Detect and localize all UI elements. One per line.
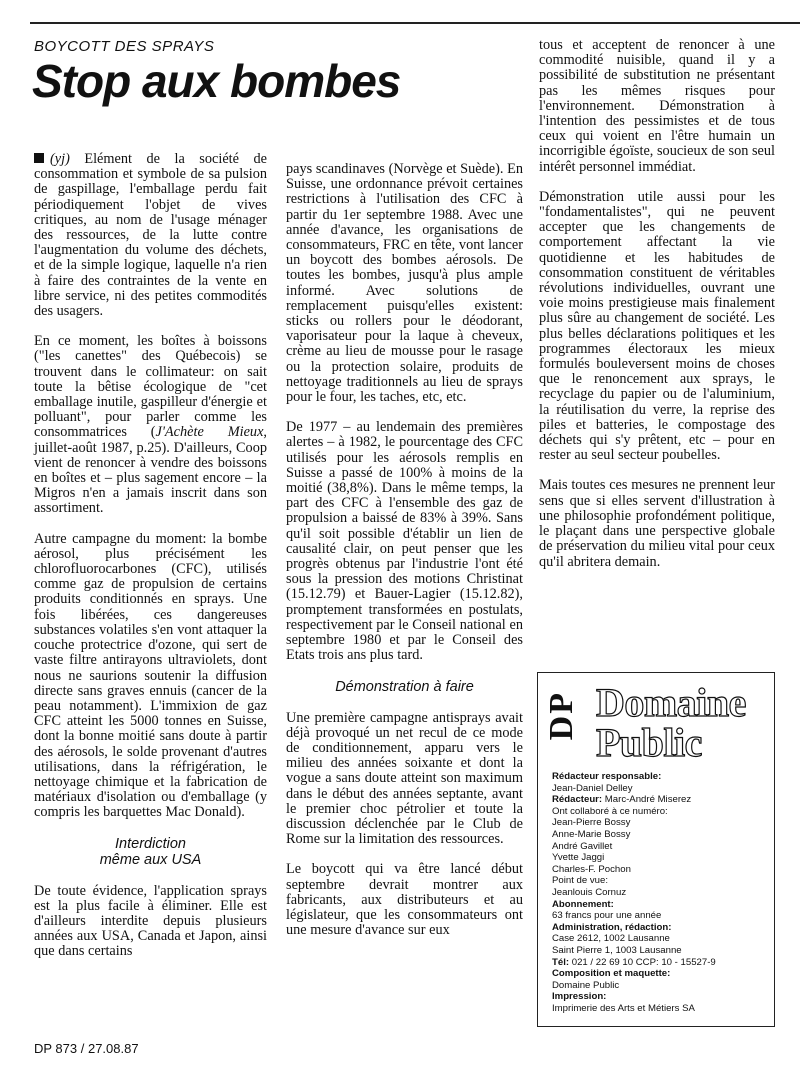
subheading-demonstration: Démonstration à faire <box>335 678 474 695</box>
top-rule <box>30 22 800 24</box>
credit-label: Composition et maquette: <box>552 968 671 980</box>
credit-line <box>552 783 770 795</box>
article-column-3 <box>539 38 775 585</box>
credit-line <box>552 841 770 853</box>
source-title: J'Achète Mieux <box>155 424 264 441</box>
article-column-2 <box>286 162 523 953</box>
paragraph: tous et acceptent de renoncer à une commodité nuisible, quand il y a possibilité de substitution ne présentant pas les mêmes risques pour l'environnement. Démonstration à l'intention des pessimistes et de tous ceux qui voient en l'être humain un incorrigible égoïste, soucieux de son seul intérêt personnel immédiat. <box>539 37 775 175</box>
credit-line <box>552 899 770 911</box>
article-kicker: BOYCOTT DES SPRAYS <box>34 38 215 55</box>
credit-line <box>552 794 770 806</box>
credits-list <box>552 771 770 1014</box>
credit-label: Rédacteur: <box>552 794 603 806</box>
paragraph: De 1977 – au lendemain des premières alertes – à 1982, le pourcentage des CFC utilisés pour les aérosols remplis en Suisse a passé de 100% à moins de la moitié (38,8%). Dans le même temps, la part des CFC à l'ensemble des gaz de propulsion a baissé de 83% à 39%. Sans qu'il soit possible d'établir un lien de causalité clair, on peut penser que les progrès obtenus par l'industrie l'ont été sous la pression des motions Christinat (15.12.79) et Bauer-Lagier (15.12.82), promptement transformées en postulats, respectivement par le Conseil national en septembre 1980 et par le Conseil des Etats trois ans plus tard. <box>286 419 523 664</box>
credit-text: Imprimerie des Arts et Métiers SA <box>552 1002 695 1014</box>
credit-line <box>552 910 770 922</box>
article-column-1 <box>34 152 267 975</box>
colophon-box <box>537 672 775 1027</box>
subheading-line: même aux USA <box>99 851 202 868</box>
paragraph: Autre campagne du moment: la bombe aérosol, plus précisément les chlorofluorocarbones (CFC), utilisés comme gaz de propulsion de certains produits conditionnés en sprays. Une fois libérées, ces dangereuses substances volatiles s'en vont attaquer la couche protectrice d'ozone, qui sert de vaste filtre antirayons ultraviolets, dont nous ne saurions soutenir la diffusion directe sans graves ennuis (cancer de la peau notamment). L'immixion de gaz CFC atteint les 5000 tonnes en Suisse, dont la bonne moitié sans doute à partir des aérosols, le solde provenant d'autres utilisations, dans la réfrigération, le nettoyage chimique et la fabrication de matériaux d'isolation ou d'emballage (y compris les barquettes Mac Donald). <box>34 530 267 821</box>
paragraph-text: En ce moment, les boîtes à boissons ("les canettes" des Québecois) se trouvent dans le collimateur: on sait toute la bêtise écologique de "cet emballage inutile, gaspilleur d'énergie et polluant", pour parler comme les consommatrices ( <box>34 333 267 441</box>
credit-text: André Gavillet <box>552 840 613 852</box>
paragraph <box>34 334 267 516</box>
credit-text: Point de vue: <box>552 875 609 887</box>
credit-line <box>552 887 770 899</box>
credit-line <box>552 817 770 829</box>
credit-text: 63 francs pour une année <box>552 910 662 922</box>
brand-line: Public <box>596 720 702 765</box>
paragraph: Mais toutes ces mesures ne prennent leur sens que si elles servent d'illustration à une philosophie profondément politique, le plaçant dans une perspective globale de préservation du milieu vital pour ceux qu'il abritera demain. <box>539 477 775 570</box>
dp-logo: DP <box>543 691 580 741</box>
credit-line <box>552 875 770 887</box>
credit-text: 021 / 22 69 10 CCP: 10 - 15527-9 <box>569 956 716 968</box>
credit-line <box>552 957 770 969</box>
credit-line <box>552 864 770 876</box>
credit-text: Marc-André Miserez <box>602 794 692 806</box>
bullet-square-icon <box>34 153 44 163</box>
credit-text: Jean-Pierre Bossy <box>552 817 631 829</box>
credit-text: Jeanlouis Cornuz <box>552 886 627 898</box>
paragraph <box>34 152 267 319</box>
brand-line: Domaine <box>596 680 746 725</box>
credit-text: Domaine Public <box>552 979 620 991</box>
credit-line <box>552 968 770 980</box>
paragraph: pays scandinaves (Norvège et Suède). En Suisse, une ordonnance prévoit certaines restrictions à l'utilisation des CFC à partir du 1er septembre 1988. Avec une année d'avance, les organisations de consommateurs, FRC en tête, vont lancer un boycott des bombes aérosols. De toutes les bombes, jusqu'à plus ample informé. Avec solutions de remplacement puisqu'elles existent: sticks ou rollers pour le déodorant, vaporisateur pour la laque à cheveux, crème au lieu de mousse pour le rasage ou la protection solaire, produits de nettoyage traditionnels au lieu de sprays pour le four, les taches, etc, etc. <box>286 161 523 406</box>
paragraph-text: , juillet-août 1987, p.25). D'ailleurs, Coop vient de renoncer à vendre des boissons en boîtes et – plus sagement encore – la Migros n'en a jamais inscrit dans son assortiment. <box>34 424 267 517</box>
credit-label: Abonnement: <box>552 898 614 910</box>
masthead-brand <box>596 680 746 765</box>
article-headline: Stop aux bombes <box>32 55 401 107</box>
author-initials: (yj) <box>50 151 70 167</box>
credit-line <box>552 980 770 992</box>
issue-footer: DP 873 / 27.08.87 <box>34 1041 139 1056</box>
credit-text: Charles-F. Pochon <box>552 863 631 875</box>
credit-line <box>552 933 770 945</box>
paragraph-text: Elément de la société de consommation et symbole de sa pulsion de gaspillage, l'emballage perdu fait périodiquement l'objet de vives critiques, au nom de l'usage ménager des ressources, de la lutte contre l'augmentation du volume des déchets, et de la simple logique, laquelle n'a rien à faire des contraintes de la vente en libre service, ni des petites commodités des usagers. <box>34 151 267 320</box>
credit-text: Case 2612, 1002 Lausanne <box>552 933 670 945</box>
credit-label: Impression: <box>552 991 607 1003</box>
paragraph: Une première campagne antisprays avait déjà provoqué un net recul de ce mode de conditionnement, apparu vers le milieu des années soixante et dont la vogue a sans doute atteint son maximum dans le début des années septante, avant le premier choc pétrolier et toute la discussion déclenchée par le Club de Rome sur la limitation des ressources. <box>286 709 523 848</box>
credit-line <box>552 991 770 1003</box>
paragraph: Le boycott qui va être lancé début septembre devrait montrer aux fabricants, aux distributeurs et au législateur, que les consommateurs ont une mesure d'avance sur eux <box>286 861 523 939</box>
credit-line <box>552 945 770 957</box>
subheading-line: Interdiction <box>115 835 186 852</box>
credit-text: Jean-Daniel Delley <box>552 782 633 794</box>
credit-line <box>552 806 770 818</box>
credit-line <box>552 922 770 934</box>
paragraph: Démonstration utile aussi pour les "fondamentalistes", qui ne peuvent accepter que les changements de comportement affectant la vie quotidienne et les habitudes de consommation constituent de véritables révolutions individuelles, ouvrant une voie moins prestigieuse mais finalement plus sûre au changement de société. Les plus belles déclarations politiques et les programmes électoraux les mieux formulés bouleversent moins de choses que le renoncement aux sprays, le recyclage du papier ou de l'aluminium, la réutilisation du verre, la reprise des piles et batteries, le compostage des déchets qui s'y prêtent, etc – pour en rester au seul secteur poubelles. <box>539 188 775 464</box>
credit-text: Yvette Jaggi <box>552 852 605 864</box>
credit-line <box>552 829 770 841</box>
credit-text: Anne-Marie Bossy <box>552 828 631 840</box>
credit-line <box>552 852 770 864</box>
paragraph: De toute évidence, l'application sprays est la plus facile à éliminer. Elle est d'ailleurs interdite depuis plusieurs années aux USA, Canada et Japon, ainsi que dans certains <box>34 882 267 960</box>
credit-label: Administration, rédaction: <box>552 921 672 933</box>
credit-line <box>552 771 770 783</box>
credit-label: Tél: <box>552 956 570 968</box>
credit-text: Saint Pierre 1, 1003 Lausanne <box>552 944 682 956</box>
credit-line <box>552 1003 770 1015</box>
credit-label: Rédacteur responsable: <box>552 771 662 782</box>
credit-text: Ont collaboré à ce numéro: <box>552 805 668 817</box>
subheading-interdiction <box>34 836 267 868</box>
